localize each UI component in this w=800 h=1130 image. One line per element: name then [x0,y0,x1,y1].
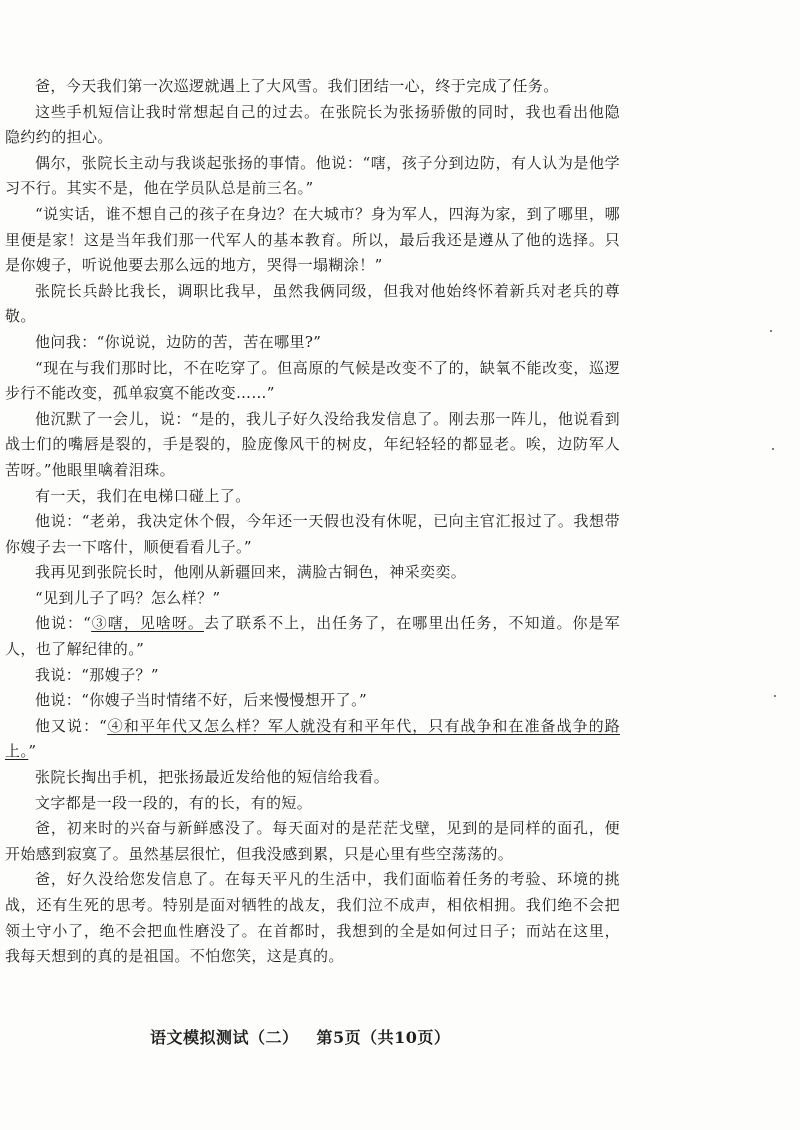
paragraph: 有一天，我们在电梯口碰上了。 [35,486,251,505]
paragraph: 爸，好久没给您发信息了。在每天平凡的生活中，我们面临着任务的考验、环境的挑战，还有生死的思考。特别是面对牺牲的战友，我们泣不成声，相依相拥。我们绝不会把领土守小了，绝不会把血性磨没了。在首都时，我想到的全是如何过日子；而站在这里，我每天想到的真的是祖国。不怕您笑，这是真的。 [5,870,620,966]
paragraph: 他问我：“你说说，边防的苦，苦在哪里?” [35,332,322,351]
paragraph: 爸，今天我们第一次巡逻就遇上了大风雪。我们团结一心，终于完成了任务。 [35,77,559,95]
passage-body [5,74,620,970]
paragraph: “说实话，谁不想自己的孩子在身边？在大城市？身为军人，四海为家，到了哪里，哪里便是家！这是当年我们那一代军人的基本教育。所以，最后我还是遵从了他的选择。只是你嫂子，听说他要去那么远的地方，哭得一塌糊涂！” [5,204,620,275]
paragraph: “现在与我们那时比，不在吃穿了。但高原的气候是改变不了的，缺氧不能改变，巡逻步行不能改变，孤单寂寞不能改变……” [5,358,620,403]
paragraph: 张院长兵龄比我长，调职比我早，虽然我俩同级，但我对他始终怀着新兵对老兵的尊敬。 [5,281,620,326]
underlined-paragraph-3 [5,611,620,662]
scan-speck [774,695,776,697]
scan-speck [770,330,772,332]
paragraph: 张院长掏出手机，把张扬最近发给他的短信给我看。 [35,768,390,787]
underlined-paragraph-4 [5,714,620,765]
paragraph: 文字都是一段一段的，有的长，有的短。 [35,793,313,812]
paragraph-lead: 他又说：“ [35,716,108,735]
paragraph: 他沉默了一会儿，说：“是的，我儿子好久没给我发信息了。刚去那一阵儿，他说看到战士们的嘴唇是裂的，手是裂的，脸庞像风干的树皮，年纪轻轻的都显老。唉，边防军人苦呀。”他眼里噙着泪珠。 [5,409,620,479]
scan-speck [772,448,774,450]
footer-page-number: 第5页（共10页） [316,1028,451,1047]
paragraph: 我说：“那嫂子？” [35,665,159,684]
underlined-sentence-3: ③嗐，见啥呀。 [91,614,204,633]
paragraph-rest: 去了联系不上，出任务了，在哪里出任务，不知道。你是军人，也了解纪律的。” [5,614,620,659]
paragraph: 爸，初来时的兴奋与新鲜感没了。每天面对的是茫茫戈壁，见到的是同样的面孔，便开始感到寂寞了。虽然基层很忙，但我没感到累，只是心里有些空荡荡的。 [5,819,620,863]
paragraph: 这些手机短信让我时常想起自己的过去。在张院长为张扬骄傲的同时，我也看出他隐隐约约的担心。 [5,102,620,147]
paragraph: 我再见到张院长时，他刚从新疆回来，满脸古铜色，神采奕奕。 [35,563,467,582]
paragraph: “见到儿子了吗？怎么样？” [35,588,221,607]
paragraph: 他说：“老弟，我决定休个假，今年还一天假也没有休呢，已向主官汇报过了。我想带你嫂子去一下喀什，顺便看看儿子。” [5,512,620,556]
paragraph-lead: 他说：“ [35,614,92,633]
paragraph: 偶尔，张院长主动与我谈起张扬的事情。他说：“嗐，孩子分到边防，有人认为是他学习不行。其实不是，他在学员队总是前三名。” [5,153,620,198]
paragraph-rest: ” [28,742,37,761]
paragraph: 他说：“你嫂子当时情绪不好，后来慢慢想开了。” [35,691,368,710]
underlined-sentence-4: ④和平年代又怎么样？军人就没有和平年代，只有战争和在准备战争的路上。 [5,716,620,761]
footer-subject: 语文模拟测试（二） [150,1028,299,1047]
page-footer [150,1025,470,1048]
